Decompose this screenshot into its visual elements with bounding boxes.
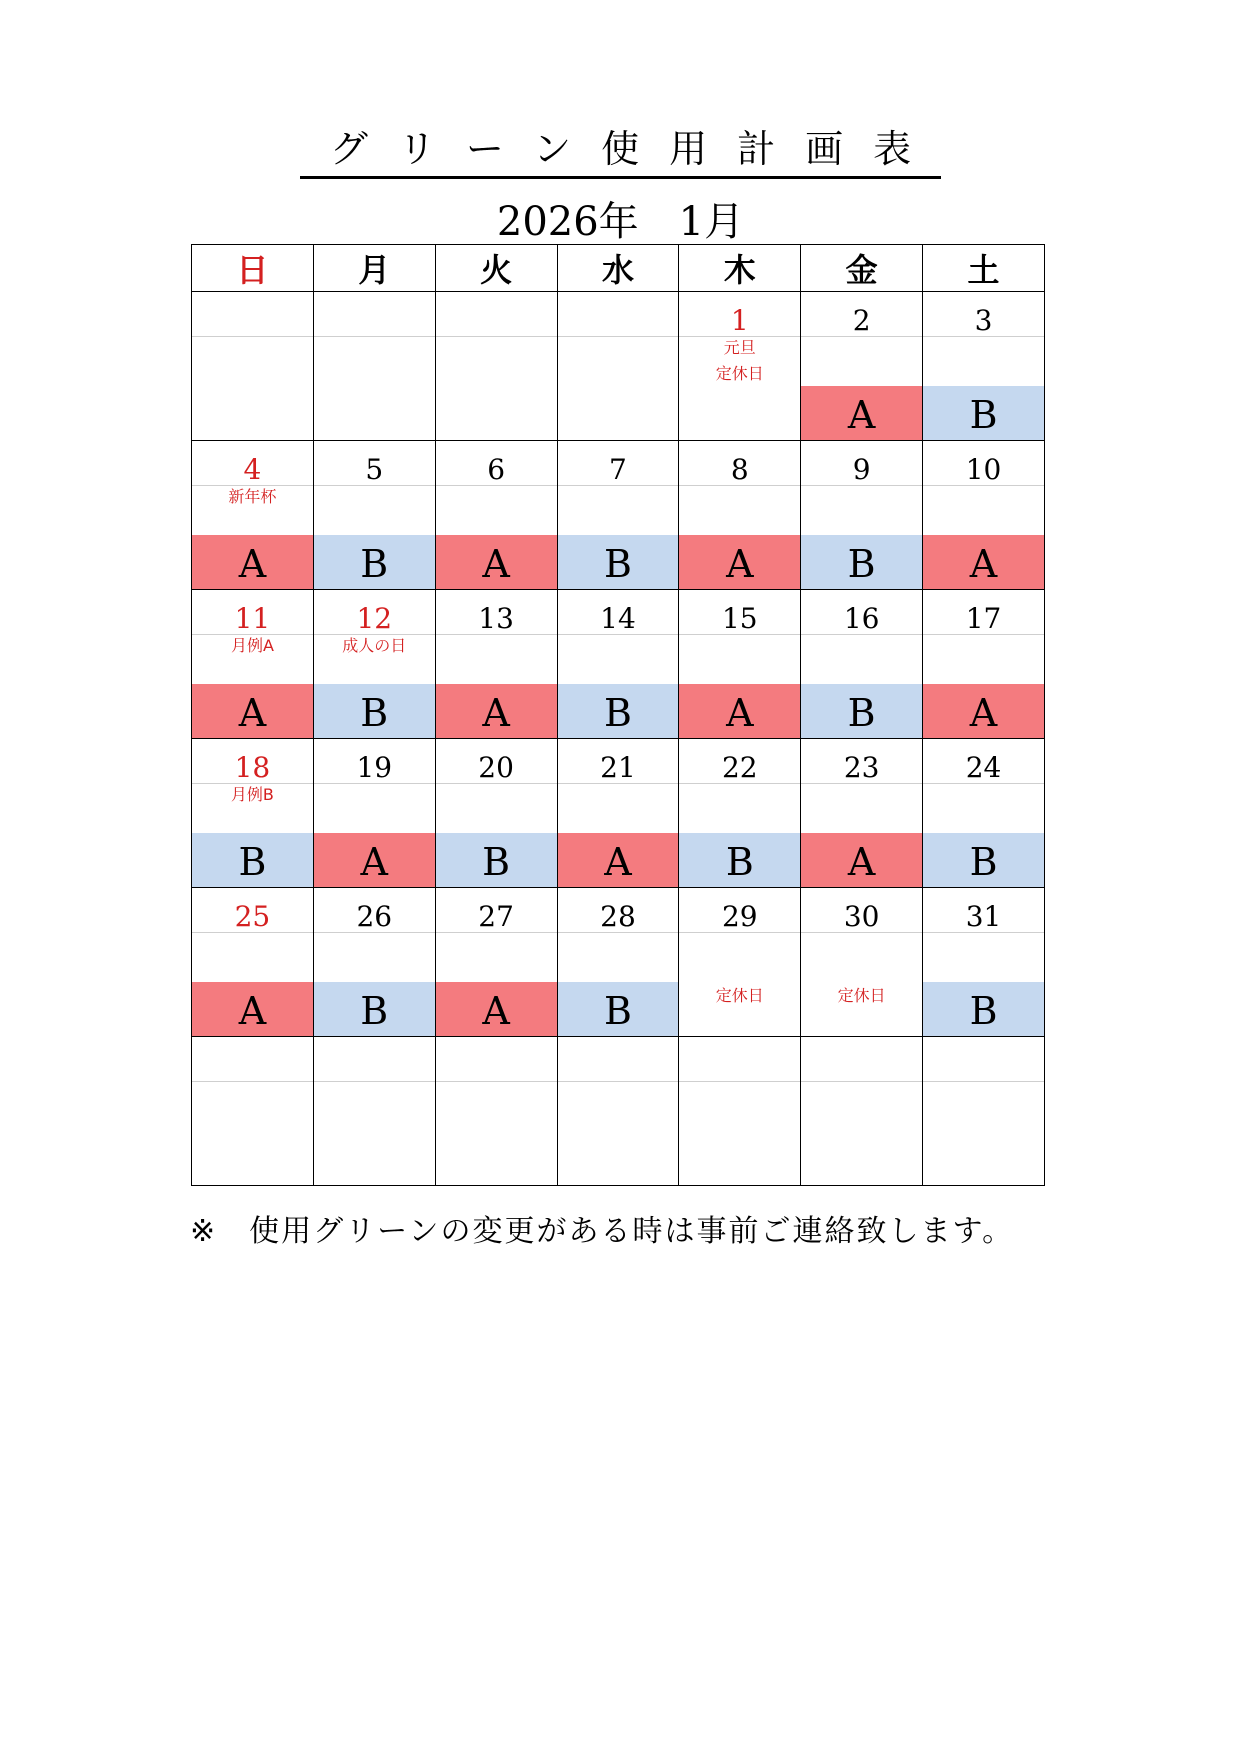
green-assignment: B [436, 833, 557, 887]
cell-divider [679, 634, 800, 635]
page-title [0, 124, 1241, 179]
green-assignment: B [558, 684, 679, 738]
day-cell [192, 1037, 314, 1186]
day-cell [923, 888, 1045, 1037]
cell-divider [801, 634, 922, 635]
day-cell [192, 590, 314, 739]
day-number: 29 [721, 900, 758, 933]
cell-divider [923, 485, 1044, 486]
day-cell [923, 590, 1045, 739]
cell-divider [436, 634, 557, 635]
day-cell [192, 739, 314, 888]
day-number: 3 [974, 304, 993, 337]
day-cell [435, 590, 557, 739]
cell-divider [679, 932, 800, 933]
week-row [192, 441, 1045, 590]
day-cell [679, 739, 801, 888]
day-number: 26 [356, 900, 393, 933]
cell-divider [923, 634, 1044, 635]
green-assignment: A [436, 684, 557, 738]
calendar-table [191, 244, 1045, 1186]
day-number: 1 [730, 304, 749, 337]
weekday-header: 日 [192, 245, 314, 292]
day-cell [801, 739, 923, 888]
day-note: 定休日 [715, 364, 764, 383]
green-assignment: B [314, 684, 435, 738]
cell-divider [314, 485, 435, 486]
green-assignment: B [923, 982, 1044, 1036]
cell-divider [558, 783, 679, 784]
day-number: 17 [965, 602, 1002, 635]
day-number: 9 [852, 453, 871, 486]
cell-divider [923, 336, 1044, 337]
day-cell [557, 590, 679, 739]
weekday-header: 水 [557, 245, 679, 292]
week-row [192, 292, 1045, 441]
day-number: 7 [609, 453, 627, 486]
cell-divider [192, 336, 313, 337]
day-cell [801, 1037, 923, 1186]
cell-divider [801, 485, 922, 486]
day-note: 定休日 [837, 986, 886, 1005]
day-cell [923, 739, 1045, 888]
day-number: 8 [730, 453, 749, 486]
cell-divider [558, 932, 679, 933]
day-cell [679, 590, 801, 739]
green-assignment: B [558, 982, 679, 1036]
day-number: 22 [721, 751, 758, 784]
day-cell [435, 441, 557, 590]
cell-divider [314, 783, 435, 784]
day-cell [435, 1037, 557, 1186]
weekday-header: 火 [435, 245, 557, 292]
day-number: 31 [965, 900, 1002, 933]
cell-divider [436, 932, 557, 933]
day-cell [557, 1037, 679, 1186]
day-note: 月例B [230, 785, 274, 804]
weekday-header: 金 [801, 245, 923, 292]
day-cell [313, 888, 435, 1037]
cell-divider [801, 1081, 922, 1082]
cell-divider [436, 485, 557, 486]
day-cell [557, 739, 679, 888]
day-number: 28 [600, 900, 636, 933]
day-number: 30 [843, 900, 880, 933]
cell-divider [679, 1081, 800, 1082]
day-number: 16 [843, 602, 880, 635]
green-assignment: A [558, 833, 679, 887]
cell-divider [314, 1081, 435, 1082]
week-row [192, 1037, 1045, 1186]
cell-divider [192, 932, 313, 933]
green-assignment: A [801, 833, 922, 887]
green-assignment: A [192, 684, 313, 738]
cell-divider [558, 336, 679, 337]
day-cell [435, 292, 557, 441]
day-note: 元旦 [723, 338, 756, 357]
day-number: 5 [365, 453, 384, 486]
weekday-header: 土 [923, 245, 1045, 292]
weekday-header-row [192, 245, 1045, 292]
day-cell [192, 441, 314, 590]
day-number: 15 [721, 602, 758, 635]
calendar-body [192, 292, 1045, 1186]
cell-divider [558, 634, 679, 635]
day-number: 11 [234, 602, 271, 635]
day-cell [313, 739, 435, 888]
day-note: 月例A [230, 636, 274, 655]
green-assignment: B [192, 833, 313, 887]
day-note: 新年杯 [228, 487, 277, 506]
day-cell [923, 441, 1045, 590]
day-cell [557, 292, 679, 441]
day-number: 25 [234, 900, 271, 933]
cell-divider [436, 336, 557, 337]
day-number: 6 [487, 453, 506, 486]
day-cell [192, 888, 314, 1037]
green-assignment: B [558, 535, 679, 589]
green-assignment: B [679, 833, 800, 887]
cell-divider [801, 932, 922, 933]
green-assignment: B [801, 535, 922, 589]
green-assignment: A [923, 684, 1044, 738]
cell-divider [558, 1081, 679, 1082]
day-number: 20 [478, 751, 514, 784]
green-assignment: A [923, 535, 1044, 589]
green-assignment: A [192, 535, 313, 589]
day-cell [801, 888, 923, 1037]
green-assignment: A [801, 386, 922, 440]
footnote: ※ 使用グリーンの変更がある時は事前ご連絡致します。 [190, 1214, 1015, 1249]
cell-divider [436, 783, 557, 784]
cell-divider [679, 783, 800, 784]
page-title-text: グリーン使用計画表 [300, 124, 941, 179]
day-cell [313, 441, 435, 590]
green-assignment: B [314, 982, 435, 1036]
day-note: 定休日 [715, 986, 764, 1005]
day-cell [557, 441, 679, 590]
week-row [192, 739, 1045, 888]
week-row [192, 590, 1045, 739]
green-assignment: B [801, 684, 922, 738]
day-note: 成人の日 [342, 636, 407, 655]
cell-divider [801, 783, 922, 784]
green-assignment: B [314, 535, 435, 589]
day-cell [801, 590, 923, 739]
green-assignment: A [436, 535, 557, 589]
cell-divider [679, 485, 800, 486]
day-number: 14 [600, 602, 636, 635]
cell-divider [801, 336, 922, 337]
day-cell [313, 590, 435, 739]
day-cell [679, 888, 801, 1037]
day-cell [679, 1037, 801, 1186]
cell-divider [314, 932, 435, 933]
day-number: 13 [478, 602, 514, 635]
day-number: 10 [965, 453, 1002, 486]
day-cell [313, 1037, 435, 1186]
day-number: 21 [600, 751, 636, 784]
day-cell [801, 441, 923, 590]
day-cell [923, 1037, 1045, 1186]
week-row [192, 888, 1045, 1037]
day-number: 24 [965, 751, 1002, 784]
green-assignment: B [923, 386, 1044, 440]
green-assignment: A [679, 684, 800, 738]
cell-divider [923, 783, 1044, 784]
day-number: 19 [356, 751, 393, 784]
day-number: 12 [356, 602, 393, 635]
cell-divider [314, 336, 435, 337]
cell-divider [436, 1081, 557, 1082]
day-number: 23 [843, 751, 880, 784]
day-number: 27 [478, 900, 514, 933]
day-cell [679, 441, 801, 590]
day-cell [557, 888, 679, 1037]
day-cell [679, 292, 801, 441]
day-number: 2 [852, 304, 871, 337]
weekday-header: 木 [679, 245, 801, 292]
green-assignment: A [679, 535, 800, 589]
day-number: 18 [234, 751, 271, 784]
weekday-header: 月 [313, 245, 435, 292]
day-cell [923, 292, 1045, 441]
green-assignment: A [436, 982, 557, 1036]
day-cell [192, 292, 314, 441]
green-assignment: B [923, 833, 1044, 887]
day-cell [435, 739, 557, 888]
day-number: 4 [243, 453, 262, 486]
green-assignment: A [314, 833, 435, 887]
day-cell [801, 292, 923, 441]
cell-divider [558, 485, 679, 486]
cell-divider [923, 1081, 1044, 1082]
day-cell [313, 292, 435, 441]
cell-divider [923, 932, 1044, 933]
green-assignment: A [192, 982, 313, 1036]
month-heading: 2026年 1月 [496, 199, 745, 245]
day-cell [435, 888, 557, 1037]
cell-divider [192, 1081, 313, 1082]
